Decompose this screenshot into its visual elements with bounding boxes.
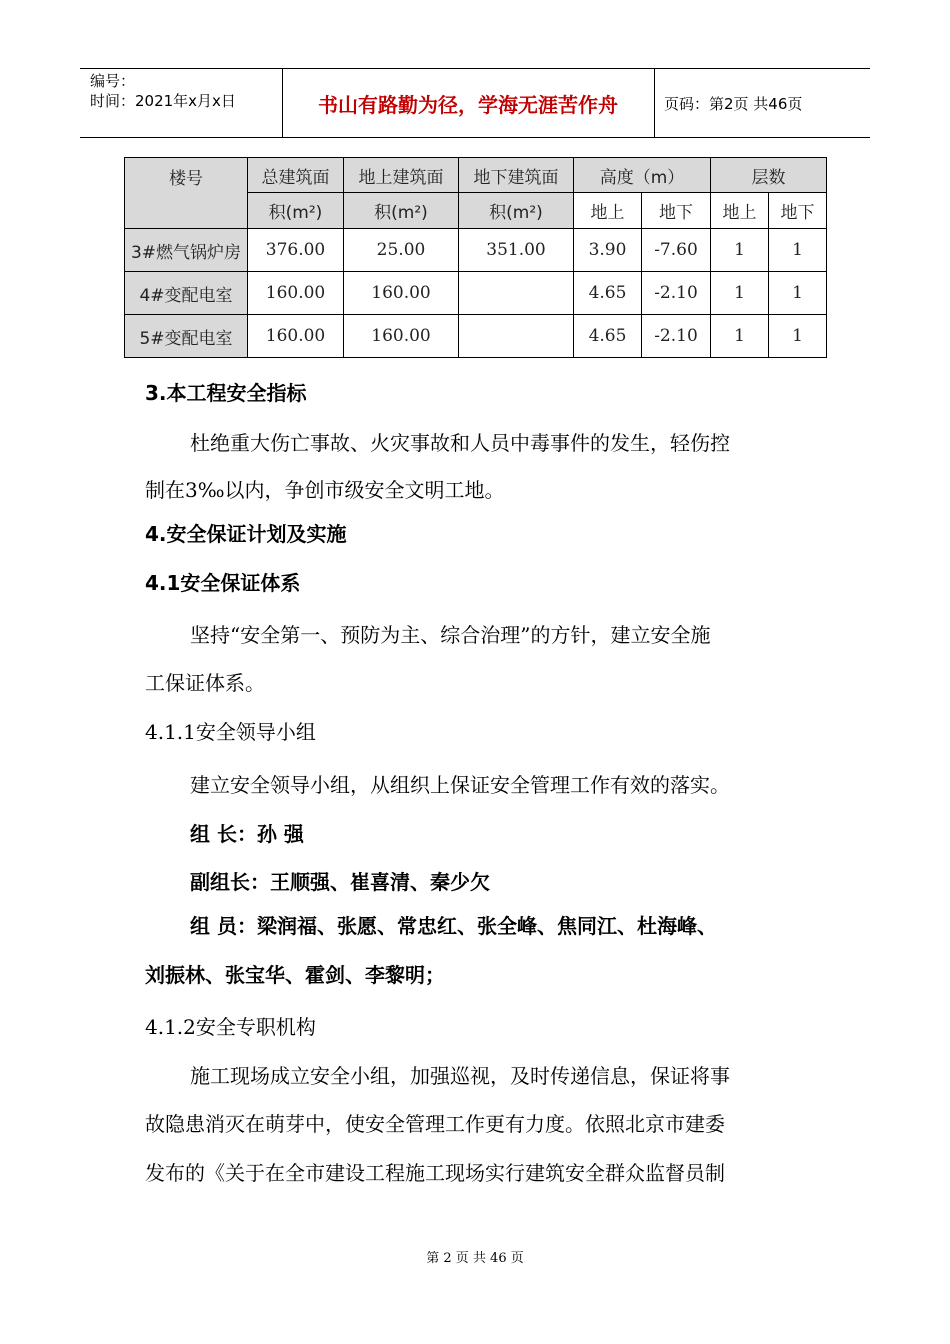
- section-3-title: 3.本工程安全指标: [145, 381, 307, 405]
- cell-below: 351.00: [459, 229, 574, 272]
- section-4-1-title: 4.1安全保证体系: [145, 571, 301, 595]
- cell-below: [459, 315, 574, 358]
- header-height-above: 地上: [574, 193, 642, 229]
- cell-f-below: 1: [769, 229, 827, 272]
- cell-f-below: 1: [769, 315, 827, 358]
- header-floors: 层数: [711, 158, 827, 193]
- section-4-1-2-paragraph-line-2: 故隐患消灭在萌芽中，使安全管理工作更有力度。依照北京市建委: [145, 1112, 725, 1136]
- section-3-paragraph-line-1: 杜绝重大伤亡事故、火灾事故和人员中毒事件的发生，轻伤控: [190, 431, 730, 455]
- table-row: [125, 315, 827, 358]
- group-leader: 组 长：孙 强: [190, 822, 304, 846]
- section-4-1-1-paragraph: 建立安全领导小组，从组织上保证安全管理工作有效的落实。: [190, 773, 730, 797]
- cell-h-below: -7.60: [642, 229, 711, 272]
- page-footer: 第 2 页 共 46 页: [426, 1251, 524, 1266]
- page-header: [80, 68, 870, 138]
- section-4-1-2-title: 4.1.2安全专职机构: [145, 1015, 316, 1039]
- header-height: 高度（m）: [574, 158, 711, 193]
- section-4-1-2-paragraph-line-1: 施工现场成立安全小组，加强巡视，及时传递信息，保证将事: [190, 1064, 730, 1088]
- cell-f-above: 1: [711, 272, 769, 315]
- time-label: 时间：2021年x月x日: [90, 92, 236, 110]
- group-members-line-2: 刘振林、张宝华、霍剑、李黎明；: [145, 963, 445, 987]
- header-height-below: 地下: [642, 193, 711, 229]
- cell-total: 160.00: [248, 272, 344, 315]
- header-below-area-2: 积(m²): [459, 193, 574, 229]
- table-row: [125, 229, 827, 272]
- cell-total: 160.00: [248, 315, 344, 358]
- cell-f-above: 1: [711, 229, 769, 272]
- header-below-area-1: 地下建筑面: [459, 158, 574, 193]
- building-table: [124, 157, 827, 358]
- section-4-1-2-paragraph-line-3: 发布的《关于在全市建设工程施工现场实行建筑安全群众监督员制: [145, 1161, 725, 1185]
- header-total-area-1: 总建筑面: [248, 158, 344, 193]
- header-floors-below: 地下: [769, 193, 827, 229]
- code-label: 编号：: [90, 72, 136, 90]
- cell-total: 376.00: [248, 229, 344, 272]
- cell-building: 5#变配电室: [125, 315, 248, 358]
- section-4-1-paragraph-line-2: 工保证体系。: [145, 671, 265, 695]
- header-above-area-2: 积(m²): [344, 193, 459, 229]
- cell-above: 25.00: [344, 229, 459, 272]
- cell-below: [459, 272, 574, 315]
- header-motto: 书山有路勤为径，学海无涯苦作舟: [282, 69, 655, 137]
- group-members-line-1: 组 员：梁润福、张愿、常忠红、张全峰、焦同江、杜海峰、: [190, 914, 717, 938]
- cell-h-above: 4.65: [574, 315, 642, 358]
- cell-building: 3#燃气锅炉房: [125, 229, 248, 272]
- cell-above: 160.00: [344, 272, 459, 315]
- section-3-paragraph-line-2: 制在3‰以内，争创市级安全文明工地。: [145, 478, 505, 502]
- header-floors-above: 地上: [711, 193, 769, 229]
- table-row: [125, 272, 827, 315]
- section-4-title: 4.安全保证计划及实施: [145, 522, 347, 546]
- cell-h-below: -2.10: [642, 272, 711, 315]
- section-4-1-paragraph-line-1: 坚持“安全第一、预防为主、综合治理”的方针，建立安全施: [190, 623, 711, 647]
- group-deputy: 副组长：王顺强、崔喜清、秦少欠: [190, 870, 490, 894]
- cell-h-below: -2.10: [642, 315, 711, 358]
- header-page-info: 页码：第2页 共46页: [664, 94, 803, 113]
- cell-h-above: 3.90: [574, 229, 642, 272]
- header-above-area-1: 地上建筑面: [344, 158, 459, 193]
- section-4-1-1-title: 4.1.1安全领导小组: [145, 720, 316, 744]
- cell-building: 4#变配电室: [125, 272, 248, 315]
- header-meta: [80, 69, 283, 137]
- header-total-area-2: 积(m²): [248, 193, 344, 229]
- header-building: 楼号: [125, 158, 248, 229]
- cell-f-above: 1: [711, 315, 769, 358]
- cell-h-above: 4.65: [574, 272, 642, 315]
- cell-f-below: 1: [769, 272, 827, 315]
- cell-above: 160.00: [344, 315, 459, 358]
